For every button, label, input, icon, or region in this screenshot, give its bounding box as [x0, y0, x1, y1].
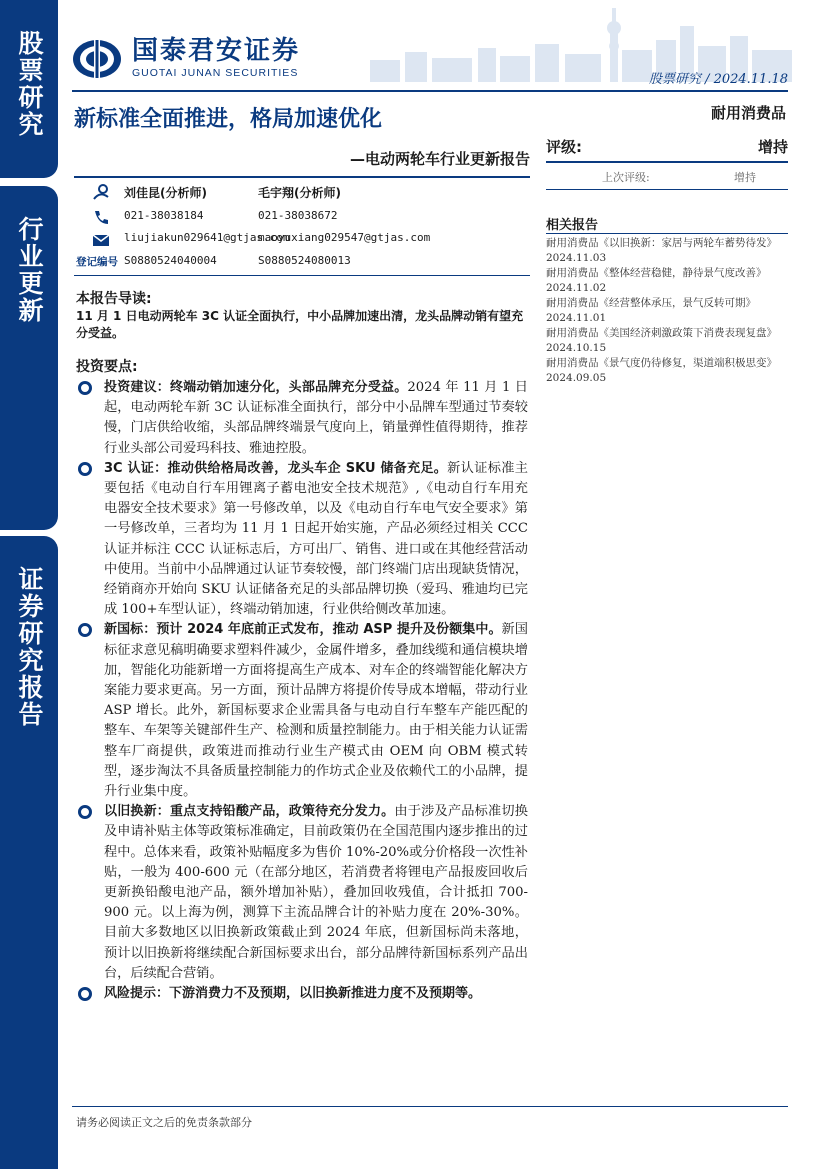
related-report-item[interactable]: [546, 326, 788, 356]
point-head: 新国标：预计 2024 年底前正式发布，推动 ASP 提升及份额集中。: [104, 622, 502, 638]
rating-label: 评级:: [546, 138, 582, 156]
header-meta: [649, 68, 788, 87]
analyst-email[interactable]: liujiakun029641@gtjas.com: [124, 231, 290, 244]
point-body: 新国标征求意见稿明确要求塑料件减少，金属件增多，叠加线缆和通信模块增加，智能化功能新增一方面将提高生产成本、对车企的终端智能化解决方案能力要求更高。另一方面，预计品牌方将提价传导成本增幅，带动行业 ASP 增长。此外，新国标要求企业需具备与电动自行车整车产能匹配的整车、车架等关键部件生产、检测和质量控制能力。由于相关能力认证需整车厂商提供，政策进而推动行业生产模式由 OEM 向 OBM 模式转型，逐步淘汰不具备质量控制能力的作坊式企业及依赖代工的小品牌，提升行业集中度。: [104, 622, 528, 800]
related-report-date: 2024.10.15: [546, 342, 607, 354]
point-head: 投资建议：终端动销加速分化，头部品牌充分受益。: [104, 380, 408, 395]
email-icon: [92, 231, 110, 247]
bullet-icon: [78, 623, 92, 637]
related-report-title: 耐用消费品《景气度仍待修复，渠道端积极思变》: [546, 357, 777, 369]
point-body: 新认证标准主要包括《电动自行车用锂离子蓄电池安全技术规范》,《电动自行车用充电器安全技术要求》第一号修改单，以及《电动自行车电气安全要求》第一号修改单，三者均为 11 月 1 日起开始实施，产品必须经过相关 CCC 认证并标注 CCC 认证标志后，方可出厂、销售、进口或在其他经营活动中使用。当前中小品牌通过认证节奏较慢，部门终端门店出现缺货情况，经销商亦开始向 SKU 认证储备充足的头部品牌切换（爱玛、雅迪均已完成 100+车型认证），终端动销加速，行业供给侧改革加速。: [104, 460, 528, 618]
investment-points: [76, 378, 528, 1004]
related-divider: [546, 233, 788, 234]
points-heading: 投资要点:: [76, 359, 138, 375]
analyst-divider-top: [74, 176, 530, 178]
brand-mark-icon: [72, 39, 122, 79]
related-reports-list: [546, 236, 788, 386]
prev-rating-label: 上次评级:: [602, 171, 650, 184]
header-divider: [72, 90, 788, 92]
related-reports-heading: 相关报告: [546, 218, 599, 233]
bullet-icon: [78, 381, 92, 395]
report-title: 新标准全面推进，格局加速优化: [74, 107, 383, 132]
analyst-name: 刘佳昆(分析师): [124, 186, 207, 200]
side-tab-industry-update: [0, 186, 58, 530]
footer-disclaimer: 请务必阅读正文之后的免责条款部分: [76, 1116, 252, 1129]
side-tab-label: 股票研究: [15, 30, 44, 138]
related-report-title: 耐用消费品《美国经济刺激政策下消费表现复盘》: [546, 327, 777, 339]
side-tab-securities-report: [0, 536, 58, 1169]
analyst-divider-bottom: [74, 275, 530, 276]
reg-label: 登记编号: [76, 256, 118, 268]
related-report-item[interactable]: [546, 296, 788, 326]
point-head: 风险提示：下游消费力不及预期，以旧换新推进力度不及预期等。: [104, 986, 482, 1002]
point-head: 以旧换新：重点支持铅酸产品，政策待充分发力。: [104, 804, 395, 820]
rating-box: [546, 136, 788, 190]
point-body: 2024 年 11 月 1 日起，电动两轮车新 3C 认证标准全面执行，部分中小品牌车型通过节奏较慢，门店供给收缩，头部品牌终端景气度向上，销量弹性值得期待，推荐行业头部公司爱玛科技、雅迪控股。: [104, 380, 528, 456]
related-report-title: 耐用消费品《经营整体承压，景气反转可期》: [546, 297, 756, 309]
rating-divider: [546, 161, 788, 163]
analyst-email[interactable]: maoyuxiang029547@gtjas.com: [258, 231, 431, 244]
report-subtitle: —电动两轮车行业更新报告: [349, 150, 530, 168]
related-report-title: 耐用消费品《整体经营稳健，静待景气度改善》: [546, 267, 767, 279]
related-report-date: 2024.11.03: [546, 252, 607, 264]
investment-point: [76, 459, 528, 621]
related-report-date: 2024.11.01: [546, 312, 607, 324]
point-body: 由于涉及产品标准切换及申请补贴主体等政策标准确定，目前政策仍在全国范围内逐步推出的过程中。总体来看，政策补贴幅度多为售价 10%-20%或分价格段一次性补贴，一般为 400-600 元（在部分地区，若消费者将锂电产品报废回收后更新换铅酸电池产品，额外增加补贴），叠加回收残值，合计抵扣 700-900 元。以上海为例，测算下主流品牌合计的补贴力度在 20%-30%。目前大多数地区以旧换新政策截止到 2024 年底，但新国标尚未落地，预计以旧换新将继续配合新国标要求出台，部分品牌待新国标系列产品出台，后续配合营销。: [104, 804, 528, 981]
guide-text: 11 月 1 日电动两轮车 3C 认证全面执行，中小品牌加速出清，龙头品牌动销有望充分受益。: [76, 309, 524, 340]
analyst-phone: 021-38038184: [124, 209, 204, 222]
investment-point: [76, 802, 528, 984]
related-report-item[interactable]: [546, 356, 788, 386]
related-report-date: 2024.09.05: [546, 372, 607, 384]
header-separator: /: [705, 72, 710, 87]
investment-point: [76, 984, 528, 1004]
related-report-date: 2024.11.02: [546, 282, 607, 294]
side-tab-label: 行业更新: [15, 216, 44, 324]
bullet-icon: [78, 987, 92, 1001]
phone-icon: [92, 209, 110, 225]
prev-rating-value: 增持: [734, 171, 756, 184]
investment-point: [76, 378, 528, 459]
analyst-phone: 021-38038672: [258, 209, 338, 222]
person-icon: [92, 184, 110, 200]
bullet-icon: [78, 805, 92, 819]
guide-heading: 本报告导读:: [76, 291, 152, 307]
related-report-item[interactable]: [546, 236, 788, 266]
industry-label: 耐用消费品: [710, 104, 786, 122]
rating-value: 增持: [757, 138, 788, 156]
analyst-name: 毛宇翔(分析师): [258, 186, 341, 200]
related-report-item[interactable]: [546, 266, 788, 296]
brand-logo: [72, 38, 300, 79]
analyst-reg-number: S0880524040004: [124, 254, 217, 267]
related-report-title: 耐用消费品《以旧换新：家居与两轮车蓄势待发》: [546, 237, 777, 249]
analyst-reg-number: S0880524080013: [258, 254, 351, 267]
header-date: 2024.11.18: [713, 72, 788, 87]
rating-divider-bottom: [546, 189, 788, 190]
bullet-icon: [78, 462, 92, 476]
side-tab-stock-research: [0, 0, 58, 178]
header-category: 股票研究: [648, 72, 701, 87]
footer-divider: [72, 1106, 788, 1107]
brand-name-en: GUOTAI JUNAN SECURITIES: [132, 67, 299, 79]
side-tab-label: 证券研究报告: [15, 566, 44, 728]
brand-name-cn: 国泰君安证券: [132, 36, 301, 66]
investment-point: [76, 620, 528, 802]
point-head: 3C 认证：推动供给格局改善，龙头车企 SKU 储备充足。: [104, 460, 448, 476]
